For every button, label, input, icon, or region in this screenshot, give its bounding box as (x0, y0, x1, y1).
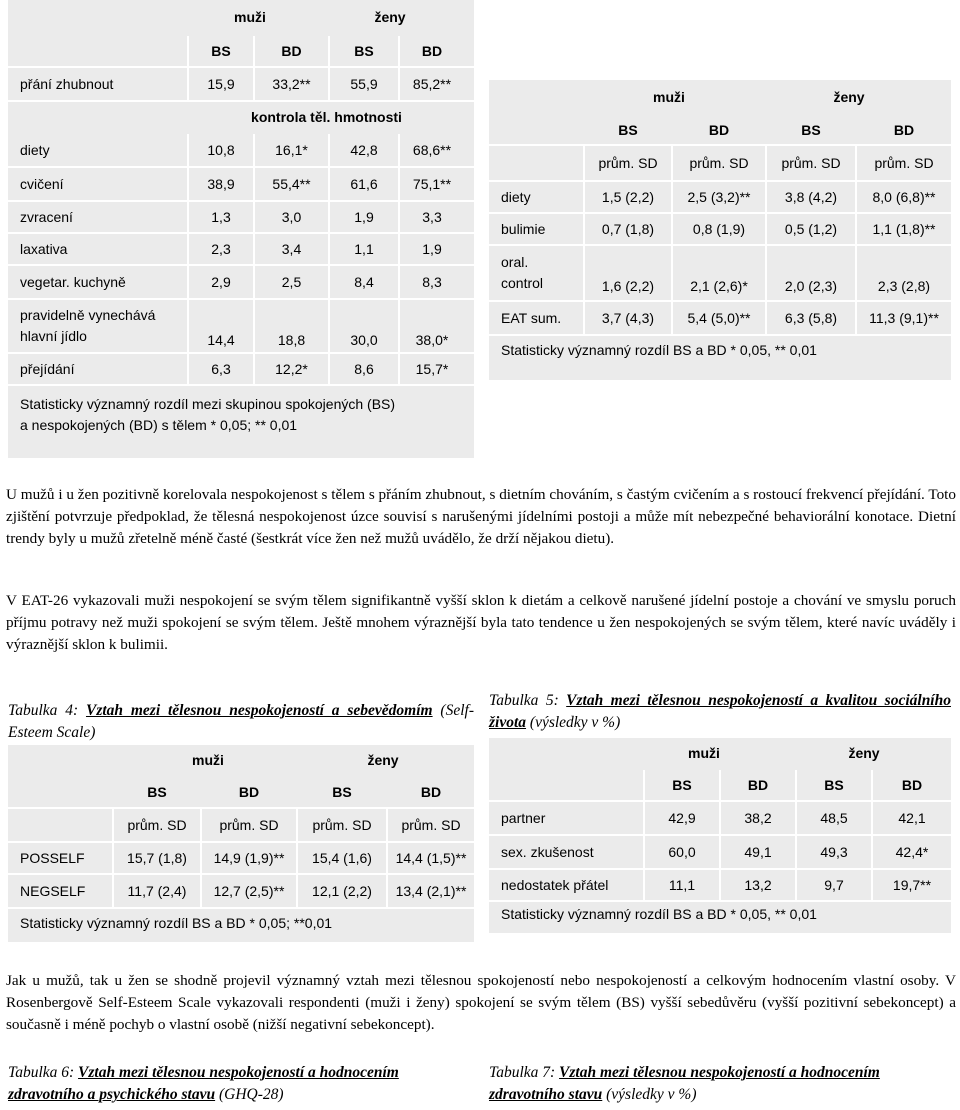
col-header: BD (281, 43, 302, 59)
row-label: přejídání (20, 361, 75, 377)
table-note: Statisticky významný rozdíl BS a BD * 0,05, ** 0,01 (501, 906, 817, 922)
col-header: BS (801, 122, 821, 138)
row-label: NEGSELF (20, 883, 86, 899)
cell-value: 1,1 (1,8)** (872, 221, 936, 237)
cell-value: 38,0* (415, 332, 449, 348)
cell-value: 8,6 (354, 361, 374, 377)
table-row (489, 302, 951, 336)
cell-value: 48,5 (820, 810, 848, 826)
row-label: EAT sum. (501, 310, 562, 326)
row-label-line: pravidelně vynechává (20, 307, 156, 323)
table-4-self-esteem (8, 745, 474, 942)
cell-value: 0,7 (1,8) (601, 221, 655, 237)
caption-suffix: (výsledky v %) (602, 1086, 697, 1103)
caption-title: Vztah mezi tělesnou nespokojeností a kvalitou sociálního života (489, 692, 951, 731)
cell-value: 11,1 (668, 877, 696, 893)
cell-value: 1,9 (354, 209, 374, 225)
cell-value: 0,5 (1,2) (784, 221, 838, 237)
paragraph: V EAT-26 vykazovali muži nespokojení se svým tělem signifikantně vyšší sklon k dietám a celkově narušené jídelní postoje a chování ve smyslu poruch příjmu potravy než muži spokojení se svým tělem. Ještě mnohem výraznější byla tato tendence u žen nespokojených se svým tělem, které navíc uváděly i výraznější sklon k bulimii. (6, 592, 956, 653)
table-row (8, 134, 474, 168)
table-row (489, 836, 951, 870)
paragraph: U mužů i u žen pozitivně korelovala nespokojenost s tělem s přáním zhubnout, s dietním chováním, s častým cvičením a s rostoucí frekvencí přejídání. Toto zjištění potvrzuje předpoklad, že tělesná nespokojenost úzce souvisí s narušenými jídelními postoji a může mít nebezpečné behaviorální konotace. Dietní trendy byly u mužů zřetelně méně časté (šestkrát více žen než mužů uvádělo, že drží nějakou dietu). (6, 486, 956, 547)
col-header: BS (211, 43, 231, 59)
table-eat26 (489, 80, 951, 380)
cell-value: 19,7** (892, 877, 932, 893)
caption-suffix: (Self-Esteem Scale) (8, 702, 474, 741)
cell-value: 1,9 (422, 241, 442, 257)
col-header: BS (824, 777, 844, 793)
table-row (489, 870, 951, 902)
cell-value: 1,5 (2,2) (601, 189, 655, 205)
row-label: sex. zkušenost (501, 844, 594, 860)
cell-value: 49,1 (744, 844, 772, 860)
cell-value: 8,0 (6,8)** (872, 189, 936, 205)
row-label: zvracení (20, 209, 73, 225)
row-label-line: hlavní jídlo (20, 328, 87, 344)
caption-title: Vztah mezi tělesnou nespokojeností a hodnocením zdravotního stavu (489, 1064, 880, 1103)
col-header: BD (893, 122, 915, 138)
cell-value: 42,1 (898, 810, 926, 826)
cell-value: 55,4** (272, 176, 311, 192)
sub-header: prům. SD (781, 155, 841, 171)
table-row (8, 875, 474, 909)
cell-value: 49,3 (820, 844, 848, 860)
sub-header: prům. SD (401, 817, 461, 833)
cell-value: 11,7 (2,4) (127, 883, 187, 899)
group-header-men: muži (688, 745, 720, 761)
caption-prefix: Tabulka 4: (8, 702, 86, 719)
cell-value: 3,0 (281, 209, 302, 225)
row-label: vegetar. kuchyně (20, 274, 126, 290)
col-header: BS (618, 122, 638, 138)
col-header: BD (421, 43, 443, 59)
col-header: BS (354, 43, 374, 59)
table-row (489, 802, 951, 836)
cell-value: 85,2** (412, 76, 452, 92)
cell-value: 55,9 (350, 76, 378, 92)
table-row (8, 266, 474, 300)
cell-value: 38,2 (744, 810, 772, 826)
sub-header: prům. SD (312, 817, 372, 833)
table-note: Statisticky významný rozdíl BS a BD * 0,05, ** 0,01 (501, 342, 817, 358)
cell-value: 8,4 (354, 274, 374, 290)
caption-table-6 (8, 1062, 448, 1106)
cell-value: 12,2* (275, 361, 308, 377)
table-body-dissatisfaction-behaviour (8, 0, 474, 458)
cell-value: 6,3 (211, 361, 231, 377)
table-row (8, 202, 474, 234)
cell-value: 1,1 (354, 241, 374, 257)
cell-value: 1,3 (211, 209, 231, 225)
group-header-men: muži (234, 9, 266, 25)
col-header: BD (708, 122, 730, 138)
cell-value: 2,5 (3,2)** (687, 189, 751, 205)
group-header-women: ženy (367, 752, 399, 768)
row-label: laxativa (20, 241, 68, 257)
sub-header: prům. SD (127, 817, 187, 833)
row-label-line: oral. (501, 254, 529, 270)
cell-value: 1,6 (2,2) (601, 278, 655, 294)
subheader-weight-control: kontrola těl. hmotnosti (251, 109, 402, 125)
cell-value: 14,4 (1,5)** (395, 850, 467, 866)
row-label: cvičení (20, 176, 64, 192)
cell-value: 12,7 (2,5)** (213, 883, 285, 899)
cell-value: 2,0 (2,3) (784, 278, 838, 294)
cell-value: 42,8 (350, 142, 378, 158)
cell-value: 0,8 (1,9) (692, 221, 746, 237)
cell-value: 10,8 (207, 142, 235, 158)
row-label: diety (20, 142, 50, 158)
cell-value: 13,2 (744, 877, 772, 893)
cell-value: 3,7 (4,3) (601, 310, 655, 326)
group-header-men: muži (653, 89, 685, 105)
paragraph: Jak u mužů, tak u žen se shodně projevil významný vztah mezi tělesnou spokojeností nebo nespokojeností a celkovým hodnocením vlastní osoby. V Rosenbergově Self-Esteem Scale vykazovali respondenti (muži i ženy) spokojení se svým tělem (BS) vyšší sebedůvěru (vyšší pozitivní sebekoncept) a současně i méně pochyb o vlastní osobě (nižší negativní sebekoncept). (6, 972, 956, 1033)
col-header: BD (420, 784, 442, 800)
cell-value: 30,0 (350, 332, 378, 348)
col-header: BS (147, 784, 167, 800)
cell-value: 6,3 (5,8) (784, 310, 838, 326)
group-header-women: ženy (848, 745, 880, 761)
caption-suffix: (GHQ-28) (215, 1086, 284, 1103)
cell-value: 2,5 (281, 274, 302, 290)
cell-value: 60,0 (668, 844, 696, 860)
table-note: a nespokojených (BD) s tělem * 0,05; ** 0,01 (20, 417, 298, 433)
cell-value: 42,9 (668, 810, 696, 826)
cell-value: 5,4 (5,0)** (687, 310, 751, 326)
cell-value: 61,6 (350, 176, 378, 192)
cell-value: 2,3 (2,8) (877, 278, 931, 294)
table-row (8, 168, 474, 202)
table-row (8, 234, 474, 266)
row-label: diety (501, 189, 531, 205)
caption-table-7 (489, 1062, 929, 1106)
caption-title: Vztah mezi tělesnou nespokojeností a sebevědomím (85, 702, 433, 719)
cell-value: 38,9 (207, 176, 235, 192)
group-header-men: muži (192, 752, 224, 768)
cell-value: 42,4* (895, 844, 929, 860)
table-5-social-life (489, 738, 951, 933)
cell-value: 2,9 (211, 274, 231, 290)
table-row (489, 246, 951, 302)
cell-value: 11,3 (9,1)** (869, 310, 939, 326)
cell-value: 13,4 (2,1)** (395, 883, 467, 899)
table-row (8, 843, 474, 875)
cell-value: 68,6** (412, 142, 452, 158)
table-row (8, 300, 474, 354)
group-header-women: ženy (833, 89, 865, 105)
caption-prefix: Tabulka 7: (489, 1064, 560, 1081)
cell-value: 8,3 (422, 274, 442, 290)
table-note: Statisticky významný rozdíl mezi skupinou spokojených (BS) (20, 396, 396, 412)
table-row (489, 214, 951, 246)
row-label: nedostatek přátel (501, 877, 609, 893)
sub-header: prům. SD (219, 817, 279, 833)
cell-value: 9,7 (824, 877, 844, 893)
caption-suffix: (výsledky v %) (526, 714, 621, 731)
row-label: POSSELF (20, 850, 85, 866)
cell-value: 75,1** (412, 176, 452, 192)
table-row (489, 182, 951, 214)
caption-table-4 (8, 700, 474, 744)
caption-prefix: Tabulka 5: (489, 692, 567, 709)
cell-value: 18,8 (277, 332, 306, 348)
cell-value: 14,4 (207, 332, 235, 348)
group-header-women: ženy (374, 9, 406, 25)
sub-header: prům. SD (689, 155, 749, 171)
col-header: BS (672, 777, 692, 793)
cell-value: 15,7* (415, 361, 449, 377)
row-label: přání zhubnout (20, 76, 114, 92)
cell-value: 15,7 (1,8) (127, 850, 187, 866)
sub-header: prům. SD (598, 155, 658, 171)
caption-table-5 (489, 690, 951, 734)
cell-value: 3,8 (4,2) (784, 189, 838, 205)
row-label: bulimie (501, 221, 546, 237)
col-header: BS (332, 784, 352, 800)
col-header: BD (747, 777, 769, 793)
table-row (8, 68, 474, 102)
cell-value: 15,9 (207, 76, 235, 92)
table-row (8, 354, 474, 386)
col-header: BD (238, 784, 260, 800)
caption-prefix: Tabulka 6: (8, 1064, 79, 1081)
cell-value: 3,4 (281, 241, 302, 257)
table-note: Statisticky významný rozdíl BS a BD * 0,05; **0,01 (20, 915, 333, 931)
cell-value: 14,9 (1,9)** (213, 850, 285, 866)
cell-value: 33,2** (272, 76, 311, 92)
cell-value: 15,4 (1,6) (312, 850, 372, 866)
row-label: partner (501, 810, 546, 826)
cell-value: 2,1 (2,6)* (690, 278, 748, 294)
caption-title: Vztah mezi tělesnou nespokojeností a hodnocením zdravotního a psychického stavu (8, 1064, 399, 1103)
row-label-line: control (501, 275, 544, 291)
cell-value: 2,3 (211, 241, 231, 257)
sub-header: prům. SD (874, 155, 934, 171)
cell-value: 3,3 (422, 209, 442, 225)
cell-value: 12,1 (2,2) (312, 883, 372, 899)
cell-value: 16,1* (275, 142, 308, 158)
col-header: BD (901, 777, 923, 793)
